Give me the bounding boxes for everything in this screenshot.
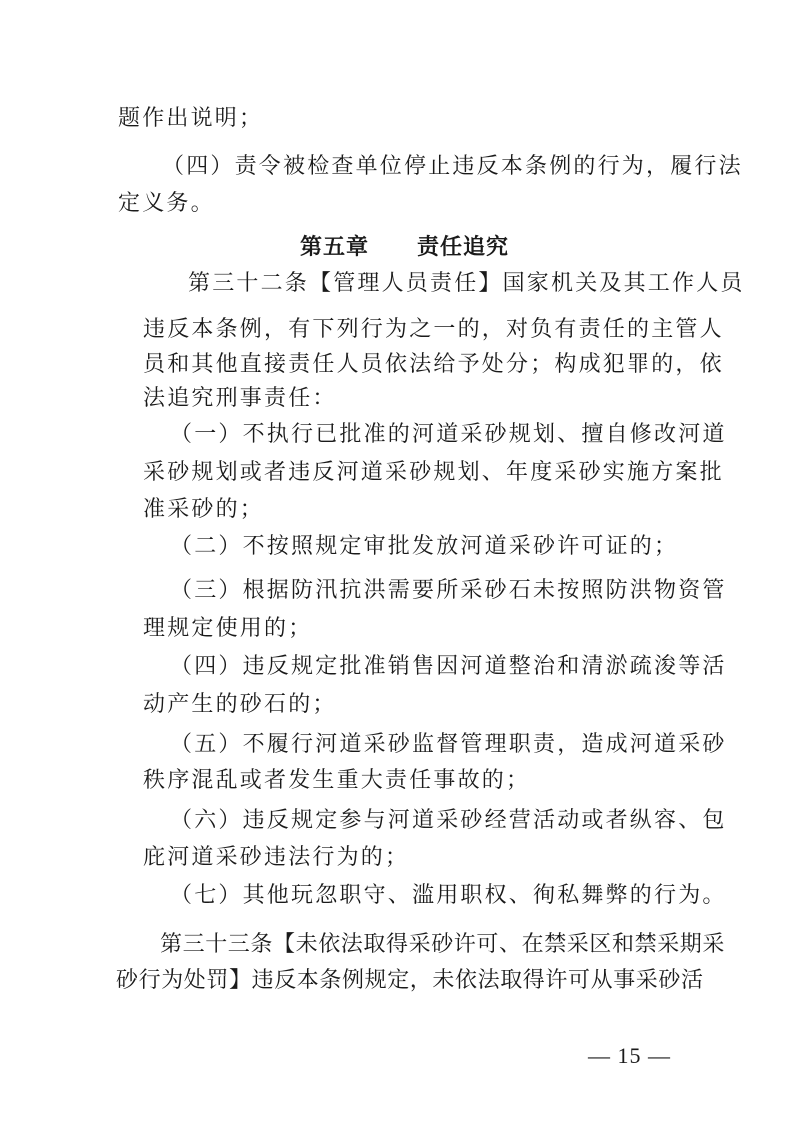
article-32-line-1: 第三十二条【管理人员责任】国家机关及其工作人员 [188, 271, 745, 296]
item-4-line-1: （四）违反规定批准销售因河道整治和清淤疏浚等活 [170, 654, 727, 679]
item-1-line-1: （一）不执行已批准的河道采砂规划、擅自修改河道 [170, 422, 727, 447]
chapter-title: 责任追究 [417, 235, 510, 260]
item-7-line-1: （七）其他玩忽职守、滥用职权、徇私舞弊的行为。 [170, 883, 727, 908]
intro-line-1: 题作出说明； [118, 106, 264, 131]
article-32-line-4: 法追究刑事责任： [143, 386, 337, 411]
intro-line-3: 定义务。 [118, 191, 215, 216]
intro-line-2: （四）责令被检查单位停止违反本条例的行为，履行法 [162, 154, 743, 179]
article-32-line-2: 违反本条例，有下列行为之一的，对负有责任的主管人 [143, 317, 724, 342]
item-5-line-1: （五）不履行河道采砂监督管理职责，造成河道采砂 [170, 732, 727, 757]
page-number: — 15 — [588, 1043, 671, 1068]
item-3-line-2: 理规定使用的； [143, 616, 313, 641]
item-6-line-1: （六）违反规定参与河道采砂经营活动或者纵容、包 [170, 808, 727, 833]
item-4-line-2: 动产生的砂石的； [143, 692, 337, 717]
item-5-line-2: 秩序混乱或者发生重大责任事故的； [143, 768, 531, 793]
chapter-heading [300, 233, 509, 263]
item-6-line-2: 庇河道采砂违法行为的； [143, 845, 410, 870]
item-3-line-1: （三）根据防汛抗洪需要所采砂石未按照防洪物资管 [170, 578, 727, 603]
item-1-line-3: 准采砂的； [143, 497, 265, 522]
article-33-line-2: 砂行为处罚】违反本条例规定，未依法取得许可从事采砂活 [116, 968, 704, 993]
article-32-line-3: 员和其他直接责任人员依法给予处分；构成犯罪的，依 [143, 352, 724, 377]
chapter-number: 第五章 [300, 235, 370, 260]
article-33-line-1: 第三十三条【未依法取得采砂许可、在禁采区和禁采期采 [160, 932, 726, 957]
item-1-line-2: 采砂规划或者违反河道采砂规划、年度采砂实施方案批 [143, 460, 724, 485]
item-2-line-1: （二）不按照规定审批发放河道采砂许可证的； [170, 534, 679, 559]
